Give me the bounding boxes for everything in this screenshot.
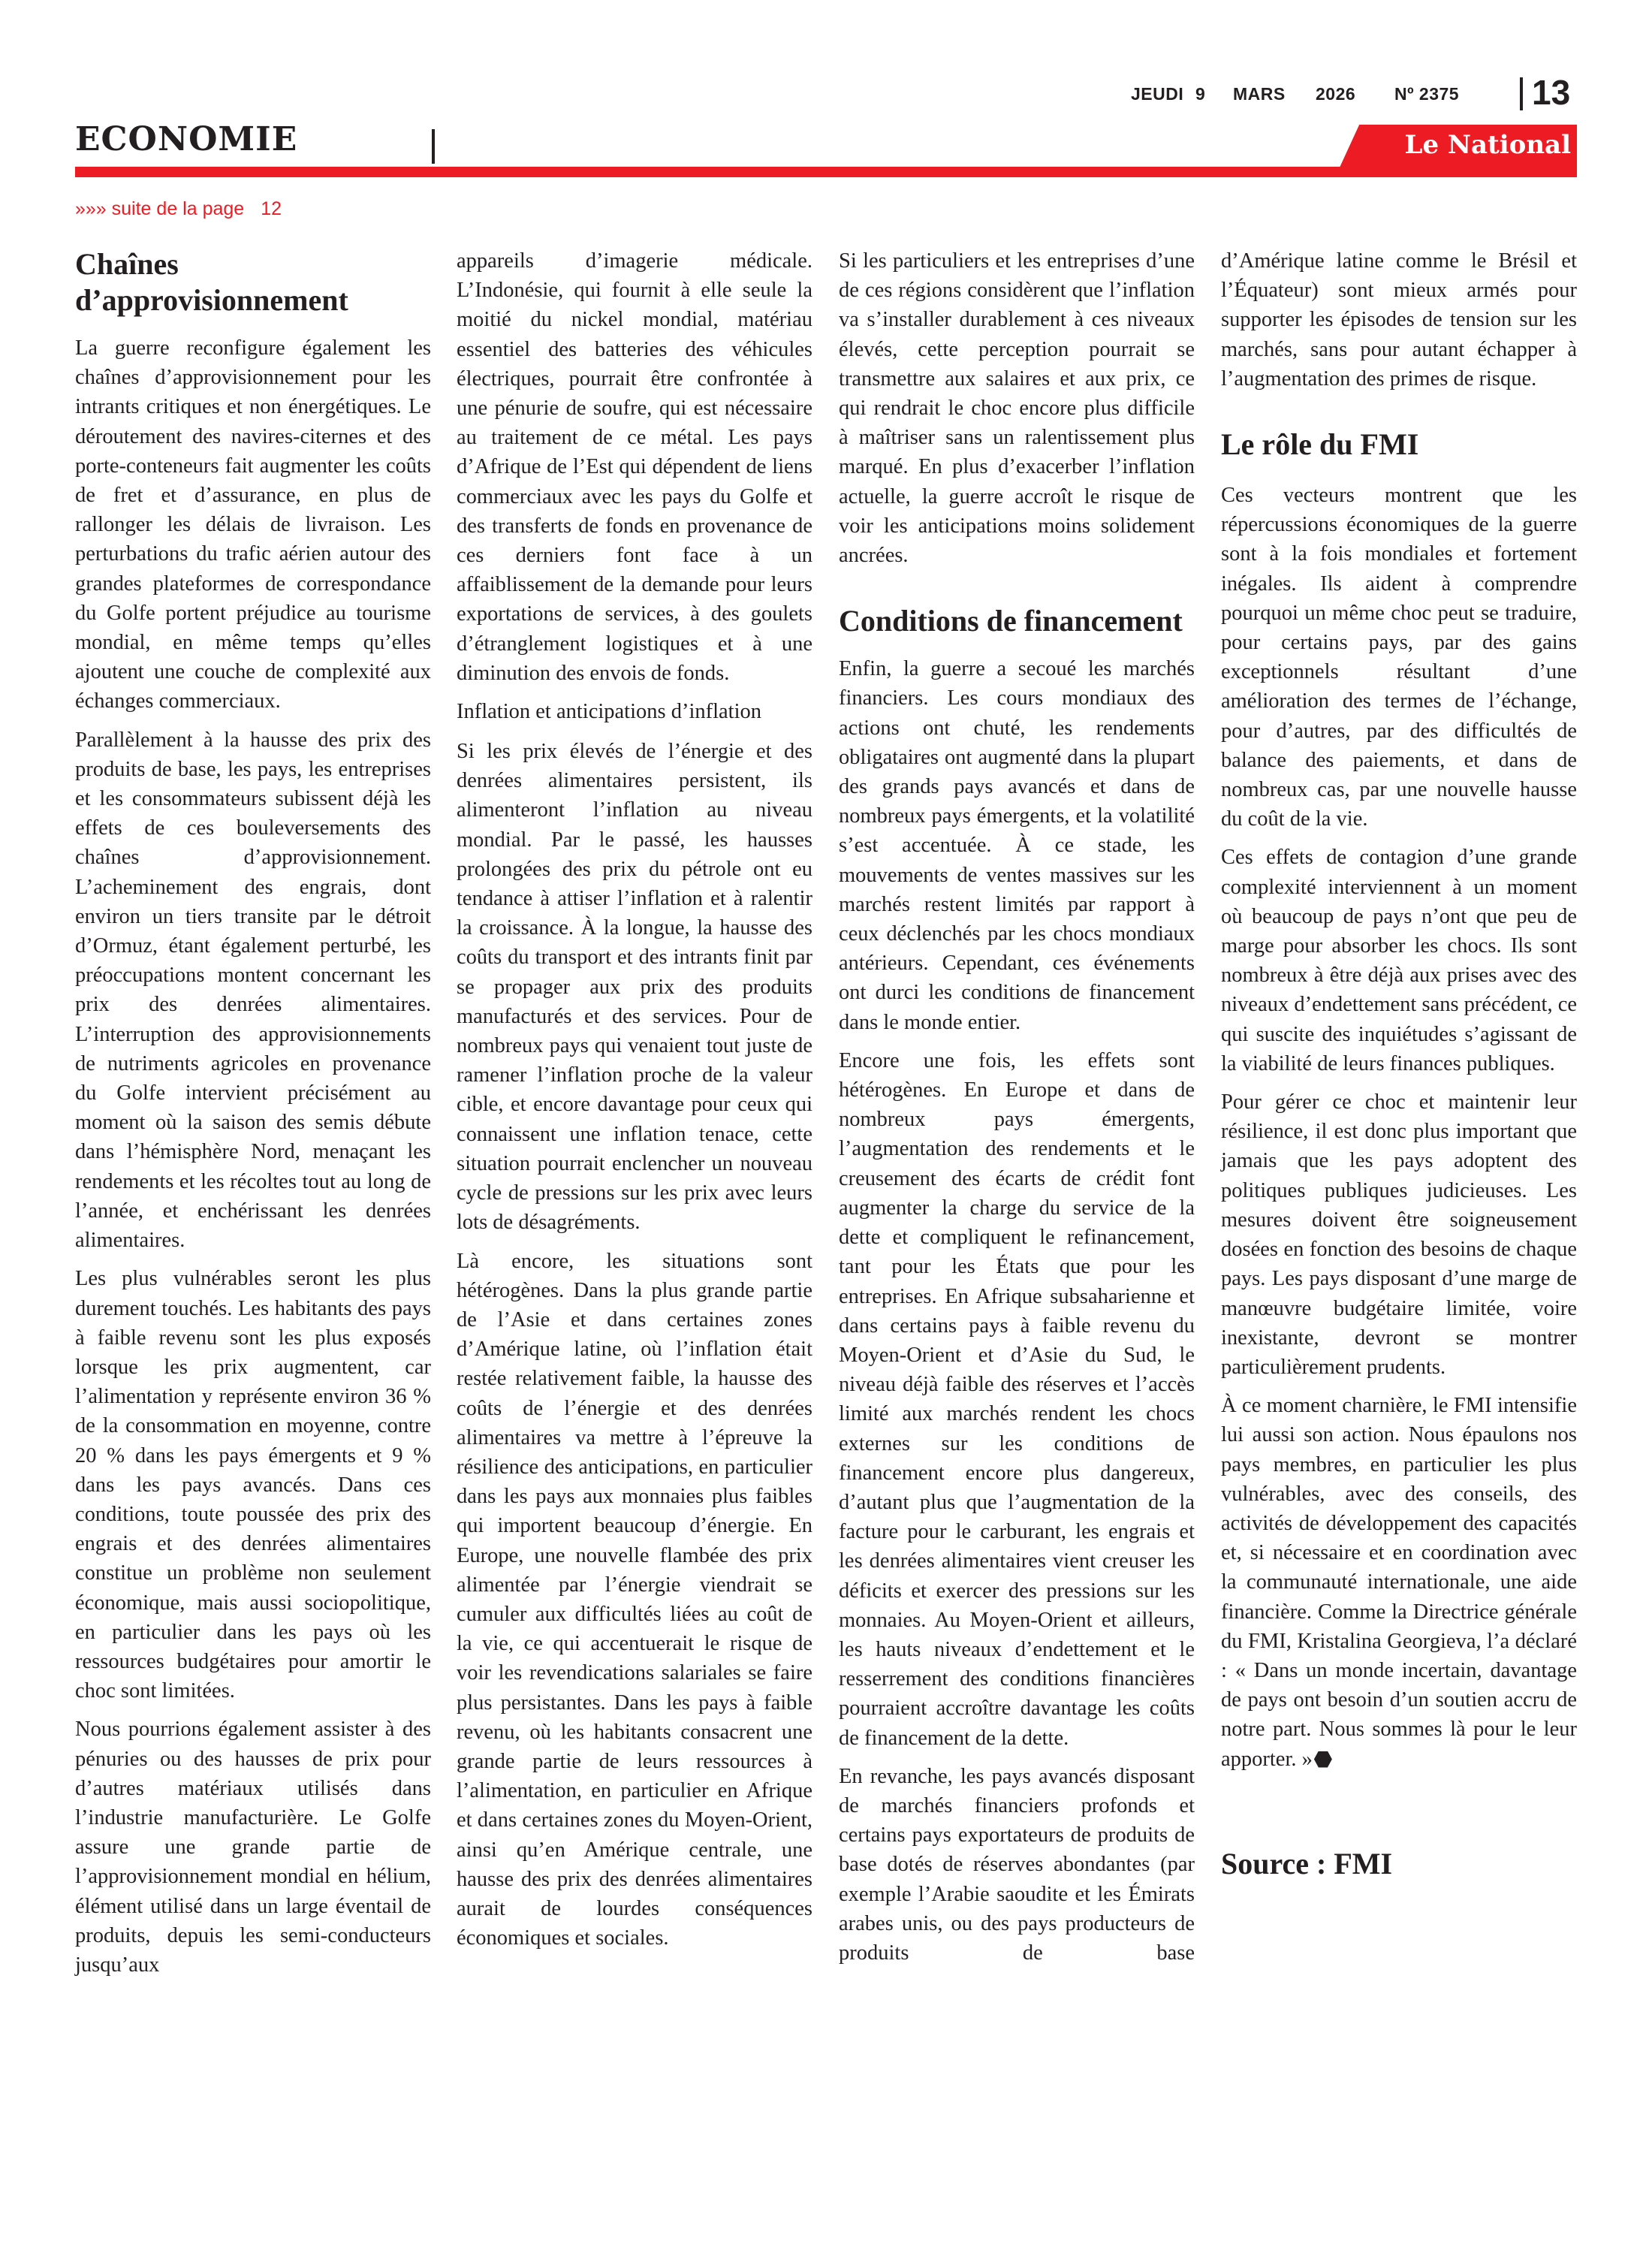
- paragraph-closing: [1221, 1391, 1577, 1774]
- paragraph: Pour gérer ce choc et maintenir leur résilience, il est donc plus important que jamais que les pays adoptent des politiques publiques judicieuses. Les mesures doivent être soigneusement dosées en fonction des besoins de chaque pays. Les pays disposant d’une marge de manœuvre budgétaire limitée, voire inexistante, devront se montrer particulièrement prudents.: [1221, 1090, 1577, 1379]
- section-title: ECONOMIE: [75, 120, 298, 158]
- day-number: 9: [1195, 84, 1206, 104]
- closing-text: À ce moment charnière, le FMI intensifie lui aussi son action. Nous épaulons nos pays membres, en particulier les plus vulnérables, avec des conseils, des activités de développement des capacités et, si nécessaire et en coordination avec la communauté internationale, une aide financière. Comme la Directrice générale du FMI, Kristalina Georgieva, l’a déclaré : « Dans un monde incertain, davantage de pays ont besoin d’un soutien accru de notre part. Nous sommes là pour le leur apporter. »: [1221, 1394, 1577, 1771]
- article-column-3: [839, 246, 1195, 1977]
- paragraph: appareils d’imagerie médicale. L’Indonésie, qui fournit à elle seule la moitié du nickel mondial, matériau essentiel des batteries des véhicules électriques, pourrait être confrontée à une pénurie de soufre, qui est nécessaire au traitement de ce métal. Les pays d’Afrique de l’Est qui dépendent de liens commerciaux avec les pays du Golfe et des transferts de fonds en provenance de ces derniers font face à un affaiblissement de la demande pour leurs exportations de services, à des goulets d’étranglement logistiques et à une diminution des envois de fonds.: [457, 249, 812, 685]
- weekday: JEUDI: [1131, 84, 1184, 104]
- paragraph: Encore une fois, les effets sont hétérogènes. En Europe et dans de nombreux pays émergents, l’augmentation des rendements et le creusement des écarts de crédit font augmenter la charge du service de la dette et compliquent le refinancement, tant pour les États que pour les entreprises. En Afrique subsaharienne et dans certains pays à faible revenu du Moyen-Orient et d’Asie du Sud, le niveau déjà faible des réserves et l’accès limité aux marchés rendent les chocs externes sur les conditions de financement encore plus dangereux, d’autant plus que l’augmentation de la facture pour le carburant, les engrais et les denrées alimentaires vient creuser les déficits et exercer des pressions sur les monnaies. Au Moyen-Orient et ailleurs, les hauts niveaux d’endettement et le resserrement des conditions financières pourraient accroître davantage les coûts de financement de la dette.: [839, 1048, 1195, 1750]
- hexagon-end-mark-icon: [1314, 1751, 1332, 1768]
- article-column-4: [1221, 246, 1577, 1897]
- section-title-divider: [432, 129, 435, 164]
- paragraph: En revanche, les pays avancés disposant de marchés financiers profonds et certains pays exportateurs de produits de base dotés de réserves abondantes (par exemple l’Arabie saoudite et les Émirats arabes unis, ou des pays producteurs de produits de base: [839, 1764, 1195, 1965]
- continued-label: »»» suite de la page: [75, 198, 245, 219]
- paragraph: Si les particuliers et les entreprises d’une de ces régions considèrent que l’inflation va s’installer durablement à ces niveaux élevés, cette perception pourrait se transmettre aux salaires et aux prix, ce qui rendrait le choc encore plus difficile à maîtriser sans un ralentissement plus marqué. En plus d’exacerber l’inflation actuelle, la guerre accroît le risque de voir les anticipations moins solidement ancrées.: [839, 249, 1195, 568]
- newspaper-brand: Le National: [1404, 130, 1571, 160]
- heading-financing-conditions: Conditions de financement: [839, 604, 1183, 638]
- continued-page: 12: [261, 198, 282, 219]
- paragraph: Là encore, les situations sont hétérogènes. Dans la plus grande partie de l’Asie et dans certaines zones d’Amérique latine, où l’inflation était restée relativement faible, la hausse des coûts de l’énergie et des denrées alimentaires va mettre à l’épreuve la résilience des anticipations, en particulier dans les pays aux monnaies plus faibles qui importent beaucoup d’énergie. En Europe, une nouvelle flambée des prix alimentée par l’énergie viendrait se cumuler aux difficultés liées au coût de la vie, ce qui accentuerait le risque de voir les revendications salariales se faire plus persistantes. Dans les pays à faible revenu, où les habitants consacrent une grande partie de leurs ressources à l’alimentation, en particulier en Afrique et dans certaines zones du Moyen-Orient, ainsi qu’en Amérique centrale, une hausse des prix des denrées alimentaires aurait de lourdes conséquences économiques et sociales.: [457, 1249, 812, 1950]
- paragraph: Enfin, la guerre a secoué les marchés financiers. Les cours mondiaux des actions ont chuté, les rendements obligataires ont augmenté dans la plupart des grands pays avancés et dans de nombreux pays émergents, et la volatilité s’est accentuée. À ce stade, les mouvements de ventes massives sur les marchés restent limités par rapport à ceux déclenchés par les chocs mondiaux antérieurs. Cependant, ces événements ont durci les conditions de financement dans le monde entier.: [839, 657, 1195, 1034]
- paragraph: Nous pourrions également assister à des pénuries ou des hausses de prix pour d’autres matériaux utilisés dans l’industrie manufacturière. Le Golfe assure une grande partie de l’approvisionnement mondial en hélium, élément utilisé dans un large éventail de produits, depuis les semi-conducteurs jusqu’aux: [75, 1718, 431, 1977]
- subheading-inflation: Inflation et anticipations d’inflation: [457, 700, 762, 724]
- issue-dateline: [1131, 84, 1459, 104]
- paragraph: Si les prix élevés de l’énergie et des denrées alimentaires persistent, ils alimenteront l’inflation au niveau mondial. Par le passé, les hausses prolongées des prix du pétrole ont eu tendance à attiser l’inflation et à ralentir la croissance. À la longue, la hausse des coûts du transport et des intrants finit par se propager aux prix des produits manufacturés et des services. Pour de nombreux pays qui venaient tout juste de ramener l’inflation proche de la valeur cible, et encore davantage pour ceux qui connaissent une inflation tenace, cette situation pourrait enclencher un nouveau cycle de pressions sur les prix avec leurs lots de désagréments.: [457, 740, 812, 1235]
- heading-supply-chains: Chaînes d’approvisionnement: [75, 247, 348, 317]
- issue-number: Nº 2375: [1394, 84, 1460, 104]
- paragraph: La guerre reconfigure également les chaînes d’approvisionnement pour les intrants critiques et non énergétiques. Le déroutement des navires-citernes et des porte-conteneurs fait augmenter les coûts de fret et d’assurance, en plus de rallonger les délais de livraison. Les perturbations du trafic aérien autour des grandes plateformes de correspondance du Golfe portent préjudice au tourisme mondial, en même temps qu’elles ajoutent une couche de complexité aux échanges commerciaux.: [75, 336, 431, 713]
- article-column-2: [457, 246, 812, 1962]
- month: MARS: [1233, 84, 1286, 104]
- paragraph: Ces effets de contagion d’une grande complexité interviennent à un moment où beaucoup de pays n’ont que peu de marge pour absorber les chocs. Ils sont nombreux à être déjà aux prises avec des niveaux d’endettement sans précédent, ce qui suscite des inquiétudes s’agissant de la viabilité de leurs finances publiques.: [1221, 846, 1577, 1075]
- continued-from-note: [75, 198, 282, 220]
- article-column-1: [75, 246, 431, 1989]
- page-number: 13: [1532, 73, 1571, 112]
- year: 2026: [1316, 84, 1356, 104]
- heading-imf-role: Le rôle du FMI: [1221, 427, 1419, 462]
- paragraph: Ces vecteurs montrent que les répercussions économiques de la guerre sont à la fois mondiales et fortement inégales. Ils aident à comprendre pourquoi un même choc peut se traduire, pour certains pays, par des gains exceptionnels résultant d’une amélioration des termes de l’échange, pour d’autres, par des difficultés de balance des paiements, et dans de nombreux cas, par une nouvelle hausse du coût de la vie.: [1221, 484, 1577, 831]
- paragraph: d’Amérique latine comme le Brésil et l’Équateur) sont mieux armés pour supporter les épisodes de tension sur les marchés, sans pour autant échapper à l’augmentation des primes de risque.: [1221, 249, 1577, 391]
- page-number-divider: [1520, 77, 1523, 110]
- paragraph: Les plus vulnérables seront les plus durement touchés. Les habitants des pays à faible revenu sont les plus exposés lorsque les prix augmentent, car l’alimentation y représente environ 36 % de la consommation en moyenne, contre 20 % dans les pays émergents et 9 % dans les pays avancés. Dans ces conditions, toute poussée des prix des engrais et des denrées alimentaires constitue un problème non seulement économique, mais aussi sociopolitique, en particulier dans les pays où les ressources budgétaires pour amortir le choc sont limitées.: [75, 1267, 431, 1703]
- source-credit: Source : FMI: [1221, 1846, 1393, 1881]
- paragraph: Parallèlement à la hausse des prix des produits de base, les pays, les entreprises et les consommateurs subissent déjà les effets de ces bouleversements des chaînes d’approvisionnement. L’acheminement des engrais, dont environ un tiers transite par le détroit d’Ormuz, étant également perturbé, les préoccupations montent concernant les prix des denrées alimentaires. L’interruption des approvisionnements de nutriments agricoles en provenance du Golfe intervient précisément au moment où la saison des semis débute dans l’hémisphère Nord, menaçant les rendements et les récoltes tout au long de l’année, et enchérissant les denrées alimentaires.: [75, 728, 431, 1253]
